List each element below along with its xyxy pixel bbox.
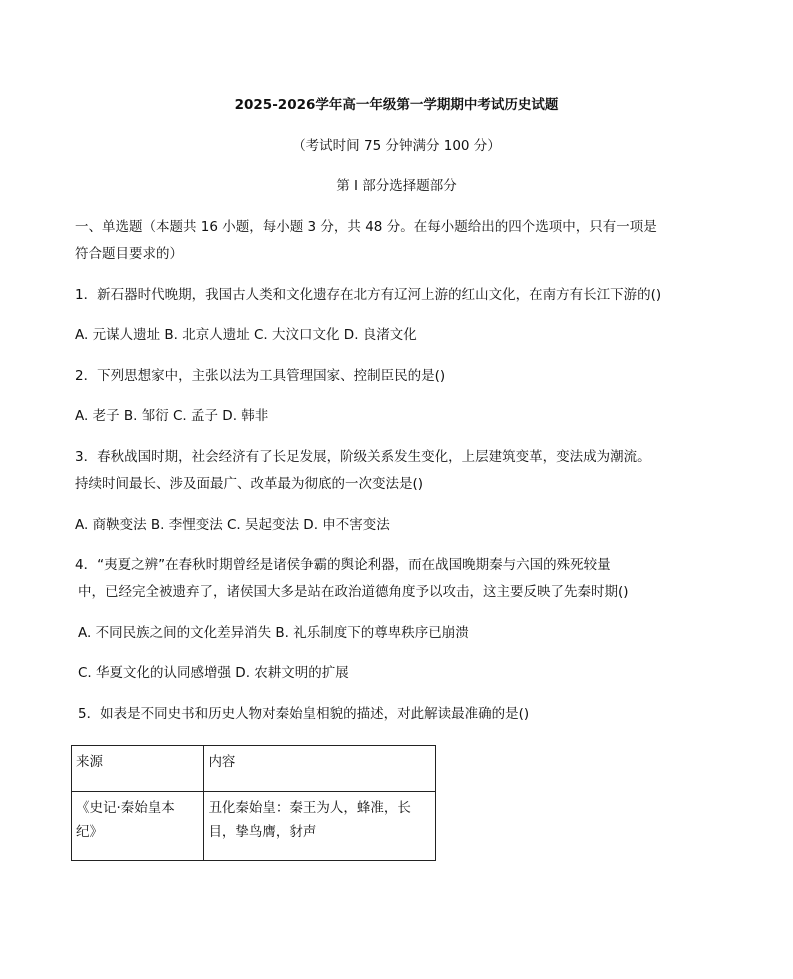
table-cell-source-line2: 纪》: [76, 824, 103, 840]
question-4-options-line2: C. 华夏文化的认同感增强 D. 农耕文明的扩展: [78, 665, 349, 681]
table-row: [72, 792, 436, 861]
question-4-stem-line2: 中，已经完全被遗弃了，诸侯国大多是站在政治道德角度予以攻击，这主要反映了先秦时期(): [78, 584, 629, 600]
section-instruction-line2: 符合题目要求的）: [75, 246, 183, 262]
table-cell-source: [72, 792, 204, 861]
table-header-source: 来源: [72, 746, 204, 792]
section-instruction-line1: 一、单选题（本题共 16 小题，每小题 3 分，共 48 分。在每小题给出的四个选项中，只有一项是: [75, 219, 657, 235]
table-cell-source-line1: 《史记·秦始皇本: [76, 800, 175, 816]
question-5-stem: 5．如表是不同史书和历史人物对秦始皇相貌的描述，对此解读最准确的是(): [78, 706, 530, 722]
question-4-stem-line1: 4．“夷夏之辨”在春秋时期曾经是诸侯争霸的舆论利器，而在战国晚期秦与六国的殊死较量: [75, 557, 611, 573]
question-4-options-line1: A. 不同民族之间的文化差异消失 B. 礼乐制度下的尊卑秩序已崩溃: [78, 625, 469, 641]
question-3-stem-line1: 3．春秋战国时期，社会经济有了长足发展，阶级关系发生变化，上层建筑变革，变法成为潮流。: [75, 449, 651, 465]
question-3-options: A. 商鞅变法 B. 李悝变法 C. 吴起变法 D. 申不害变法: [75, 517, 390, 533]
table-header-content: 内容: [204, 746, 436, 792]
question-1-options: A. 元谋人遗址 B. 北京人遗址 C. 大汶口文化 D. 良渚文化: [75, 327, 417, 343]
table-cell-content-line2: 目，挚鸟膺，豺声: [208, 824, 317, 840]
table-cell-content: [204, 792, 436, 861]
question-1-stem: 1．新石器时代晚期，我国古人类和文化遗存在北方有辽河上游的红山文化，在南方有长江下游的(): [75, 287, 662, 303]
question-3-stem-line2: 持续时间最长、涉及面最广、改革最为彻底的一次变法是(): [75, 476, 424, 492]
source-table: [71, 745, 436, 861]
question-2-options: A. 老子 B. 邹衍 C. 孟子 D. 韩非: [75, 408, 269, 424]
exam-subtitle: （考试时间 75 分钟满分 100 分）: [292, 138, 501, 154]
question-2-stem: 2．下列思想家中，主张以法为工具管理国家、控制臣民的是(): [75, 368, 446, 384]
table-cell-content-line1: 丑化秦始皇：秦王为人，蜂准，长: [208, 800, 411, 816]
part-heading: 第 I 部分选择题部分: [336, 178, 457, 194]
exam-title: 2025-2026学年高一年级第一学期期中考试历史试题: [234, 97, 559, 113]
table-header-row: [72, 746, 436, 792]
